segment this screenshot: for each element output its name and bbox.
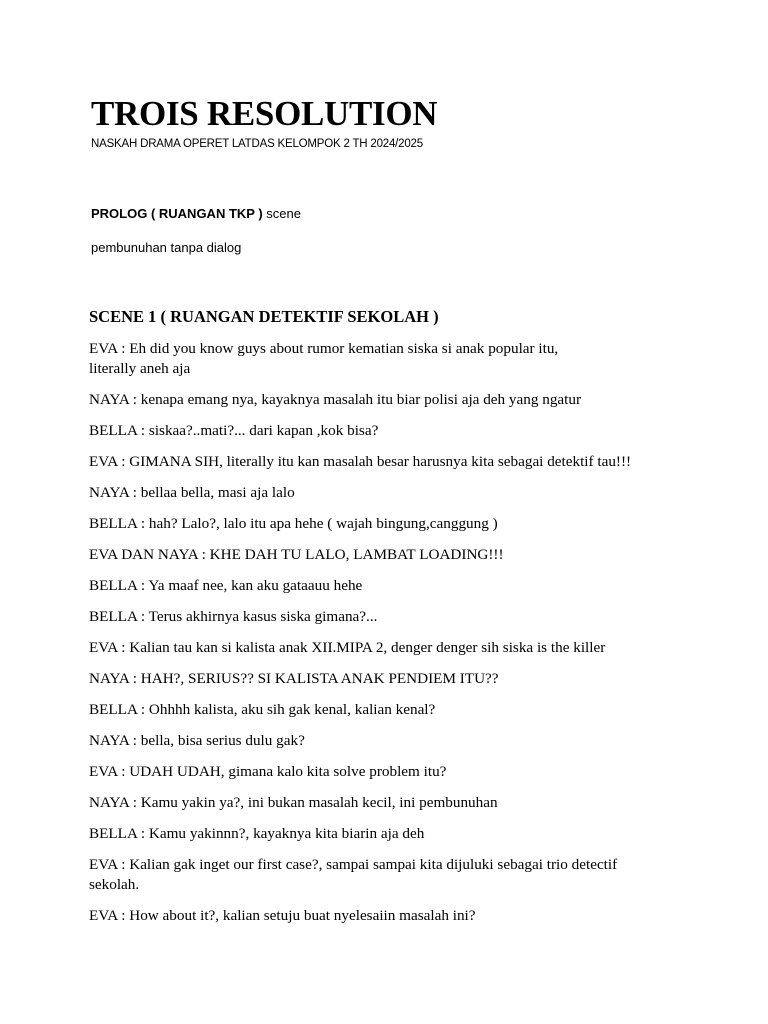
- dialog-line-text: BELLA : Terus akhirnya kasus siska gimana?...: [89, 608, 378, 625]
- dialog-line-text: EVA : GIMANA SIH, literally itu kan masalah besar harusnya kita sebagai detektif tau!!!: [89, 453, 632, 470]
- document-subtitle: NASKAH DRAMA OPERET LATDAS KELOMPOK 2 TH 2024/2025: [91, 138, 423, 150]
- dialog-line: [89, 669, 689, 689]
- dialog-list: [89, 339, 689, 937]
- dialog-line: [89, 731, 689, 751]
- dialog-line-text: NAYA : HAH?, SERIUS?? SI KALISTA ANAK PENDIEM ITU??: [89, 670, 499, 687]
- prolog-description: pembunuhan tanpa dialog: [91, 240, 242, 255]
- dialog-line: [89, 452, 689, 472]
- dialog-line: [89, 339, 689, 379]
- document-title: TROIS RESOLUTION: [91, 94, 438, 133]
- dialog-line-text: EVA : Kalian gak inget our first case?, sampai sampai kita dijuluki sebagai trio detectif: [89, 856, 618, 873]
- dialog-line: [89, 638, 689, 658]
- dialog-line: [89, 793, 689, 813]
- dialog-line-text: NAYA : kenapa emang nya, kayaknya masalah itu biar polisi aja deh yang ngatur: [89, 391, 582, 408]
- dialog-line-continuation: literally aneh aja: [89, 360, 191, 377]
- dialog-line-text: BELLA : Kamu yakinnn?, kayaknya kita biarin aja deh: [89, 825, 425, 842]
- dialog-line-text: EVA : How about it?, kalian setuju buat nyelesaiin masalah ini?: [89, 907, 476, 924]
- dialog-line-text: BELLA : Ya maaf nee, kan aku gataauu hehe: [89, 577, 363, 594]
- dialog-line: [89, 762, 689, 782]
- prolog-heading-rest: scene: [262, 206, 301, 221]
- dialog-line: [89, 700, 689, 720]
- dialog-line-text: BELLA : siskaa?..mati?... dari kapan ,kok bisa?: [89, 422, 379, 439]
- dialog-line: [89, 390, 689, 410]
- dialog-line: [89, 421, 689, 441]
- dialog-line-text: NAYA : bella, bisa serius dulu gak?: [89, 732, 305, 749]
- dialog-line-text: BELLA : Ohhhh kalista, aku sih gak kenal, kalian kenal?: [89, 701, 436, 718]
- dialog-line: [89, 514, 689, 534]
- dialog-line-text: NAYA : bellaa bella, masi aja lalo: [89, 484, 295, 501]
- dialog-line-text: NAYA : Kamu yakin ya?, ini bukan masalah kecil, ini pembunuhan: [89, 794, 498, 811]
- dialog-line: [89, 906, 689, 926]
- dialog-line: [89, 607, 689, 627]
- dialog-line-continuation: sekolah.: [89, 876, 140, 893]
- prolog-heading-bold: PROLOG ( RUANGAN TKP ): [91, 206, 263, 221]
- dialog-line: [89, 545, 689, 565]
- dialog-line: [89, 855, 689, 895]
- dialog-line-text: EVA : Kalian tau kan si kalista anak XII.MIPA 2, denger denger sih siska is the killer: [89, 639, 606, 656]
- dialog-line: [89, 824, 689, 844]
- dialog-line-text: EVA : Eh did you know guys about rumor kematian siska si anak popular itu,: [89, 340, 559, 357]
- dialog-line-text: EVA DAN NAYA : KHE DAH TU LALO, LAMBAT LOADING!!!: [89, 546, 504, 563]
- dialog-line-text: BELLA : hah? Lalo?, lalo itu apa hehe ( wajah bingung,canggung ): [89, 515, 498, 532]
- prolog-heading: [91, 206, 301, 221]
- dialog-line: [89, 483, 689, 503]
- dialog-line-text: EVA : UDAH UDAH, gimana kalo kita solve problem itu?: [89, 763, 447, 780]
- scene-heading: SCENE 1 ( RUANGAN DETEKTIF SEKOLAH ): [89, 307, 439, 326]
- dialog-line: [89, 576, 689, 596]
